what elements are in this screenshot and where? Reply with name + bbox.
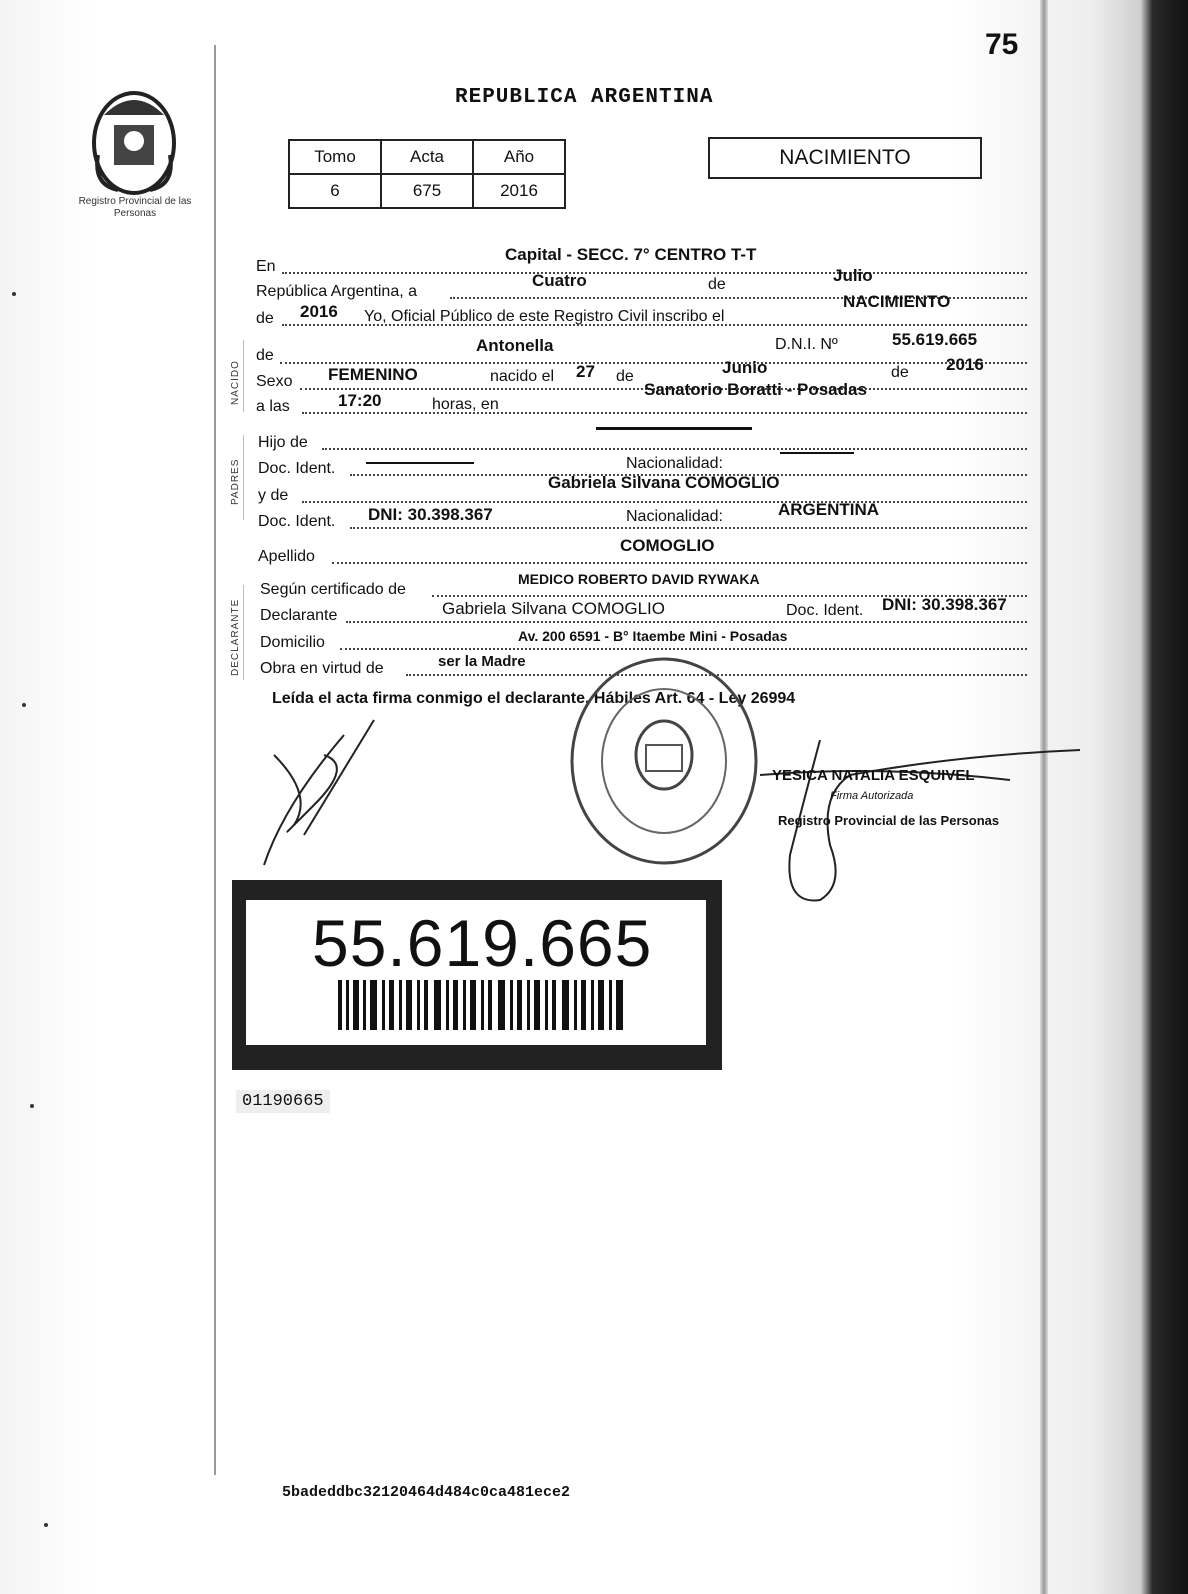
value-place: Sanatorio Boratti - Posadas	[644, 380, 867, 399]
value-dni: 55.619.665	[892, 330, 978, 349]
register-table	[288, 139, 566, 209]
label-doc-ident2: Doc. Ident.	[258, 513, 336, 530]
scan-speck	[12, 292, 16, 296]
official-stamp-icon	[568, 655, 760, 867]
value-surname: COMOGLIO	[620, 536, 715, 555]
dotted-line	[280, 362, 1027, 364]
dotted-line	[282, 324, 1027, 326]
label-yo-oficial: Yo, Oficial Público de este Registro Civil inscribo el	[364, 308, 725, 325]
crossed-out-line	[366, 462, 474, 464]
header-acta: Acta	[381, 140, 473, 174]
dotted-line	[302, 412, 1027, 414]
value-year: 2016	[300, 302, 338, 321]
value-birth-year: 2016	[946, 355, 984, 374]
serial-number: 01190665	[236, 1090, 330, 1113]
side-label-declarante: DECLARANTE	[230, 598, 241, 676]
country-title: REPUBLICA ARGENTINA	[455, 86, 714, 109]
page-number: 75	[985, 28, 1019, 61]
dotted-line	[340, 648, 1027, 650]
value-location: Capital - SECC. 7° CENTRO T-T	[505, 245, 757, 264]
value-act-kind: NACIMIENTO	[843, 292, 951, 311]
closing-text: Leída el acta firma conmigo el declarante. Hábiles Art. 64 - Ley 26994	[272, 690, 796, 707]
seal-caption: Registro Provincial de las Personas	[78, 196, 192, 219]
value-declarant: Gabriela Silvana COMOGLIO	[442, 599, 665, 618]
label-declarante: Declarante	[260, 607, 338, 624]
barcode-icon	[338, 980, 628, 1030]
label-en: En	[256, 258, 276, 275]
value-capacity: ser la Madre	[438, 653, 526, 670]
value-time: 17:20	[338, 391, 382, 410]
province-seal-icon	[88, 85, 180, 197]
label-sexo: Sexo	[256, 373, 293, 390]
value-tomo: 6	[289, 174, 381, 208]
scan-speck	[44, 1523, 48, 1527]
value-acta: 675	[381, 174, 473, 208]
officer-name: YESICA NATALIA ESQUIVEL	[772, 767, 975, 784]
header-ano: Año	[473, 140, 565, 174]
margin-rule	[214, 45, 216, 1475]
side-label-nacido: NACIDO	[230, 360, 241, 405]
label-hijo-de: Hijo de	[258, 434, 308, 451]
header-tomo: Tomo	[289, 140, 381, 174]
officer-role: Firma Autorizada	[830, 790, 914, 802]
dotted-line	[346, 621, 1027, 623]
value-mother-doc: DNI: 30.398.367	[368, 505, 493, 524]
label-y-de: y de	[258, 487, 289, 504]
declarant-signature-icon	[244, 715, 394, 885]
label-nacionalidad2: Nacionalidad:	[626, 508, 723, 525]
label-segun: Según certificado de	[260, 581, 406, 598]
value-certificate-by: MEDICO ROBERTO DAVID RYWAKA	[518, 571, 760, 587]
section-divider	[243, 340, 244, 412]
label-de2: de	[616, 368, 634, 385]
label-de-year: de	[256, 310, 274, 327]
label-dni: D.N.I. Nº	[775, 336, 838, 353]
dotted-line	[350, 527, 1027, 529]
value-mother-nationality: ARGENTINA	[778, 500, 880, 519]
crossed-out-line	[780, 452, 854, 454]
officer-office: Registro Provincial de las Personas	[778, 813, 1000, 828]
value-sex: FEMENINO	[328, 365, 418, 384]
value-month: Julio	[833, 266, 873, 285]
value-day-word: Cuatro	[532, 271, 587, 290]
side-label-padres: PADRES	[230, 458, 241, 505]
dotted-line	[302, 501, 1027, 503]
dotted-line	[282, 272, 1027, 274]
label-apellido: Apellido	[258, 548, 315, 565]
scan-speck	[22, 703, 26, 707]
section-divider	[243, 585, 244, 680]
id-label-number: 55.619.665	[312, 906, 653, 980]
value-birth-month: Junio	[722, 358, 768, 377]
dotted-line	[332, 562, 1027, 564]
label-doc-ident: Doc. Ident.	[258, 460, 336, 477]
label-republica: República Argentina, a	[256, 283, 417, 300]
label-doc-ident3: Doc. Ident.	[786, 602, 864, 619]
scan-speck	[30, 1104, 34, 1108]
label-domicilio: Domicilio	[260, 634, 325, 651]
label-de-name: de	[256, 347, 274, 364]
act-type-badge: NACIMIENTO	[708, 137, 982, 179]
label-a-las: a las	[256, 398, 290, 415]
value-declarant-doc: DNI: 30.398.367	[882, 595, 1007, 614]
value-address: Av. 200 6591 - B° Itaembe Mini - Posadas	[518, 628, 788, 644]
crossed-out-line	[596, 427, 752, 430]
value-birth-day: 27	[576, 362, 595, 381]
label-de3: de	[891, 364, 909, 381]
document-hash: 5badeddbc32120464d484c0ca481ece2	[282, 1484, 571, 1501]
label-de: de	[708, 276, 726, 293]
label-horas-en: horas, en	[432, 396, 499, 413]
dotted-line	[322, 448, 1027, 450]
value-ano: 2016	[473, 174, 565, 208]
label-nacido-el: nacido el	[490, 368, 555, 385]
label-obra: Obra en virtud de	[260, 660, 384, 677]
label-nacionalidad: Nacionalidad:	[626, 455, 723, 472]
value-mother-name: Gabriela Silvana COMOGLIO	[548, 473, 780, 492]
value-name: Antonella	[476, 336, 554, 355]
section-divider	[243, 435, 244, 520]
